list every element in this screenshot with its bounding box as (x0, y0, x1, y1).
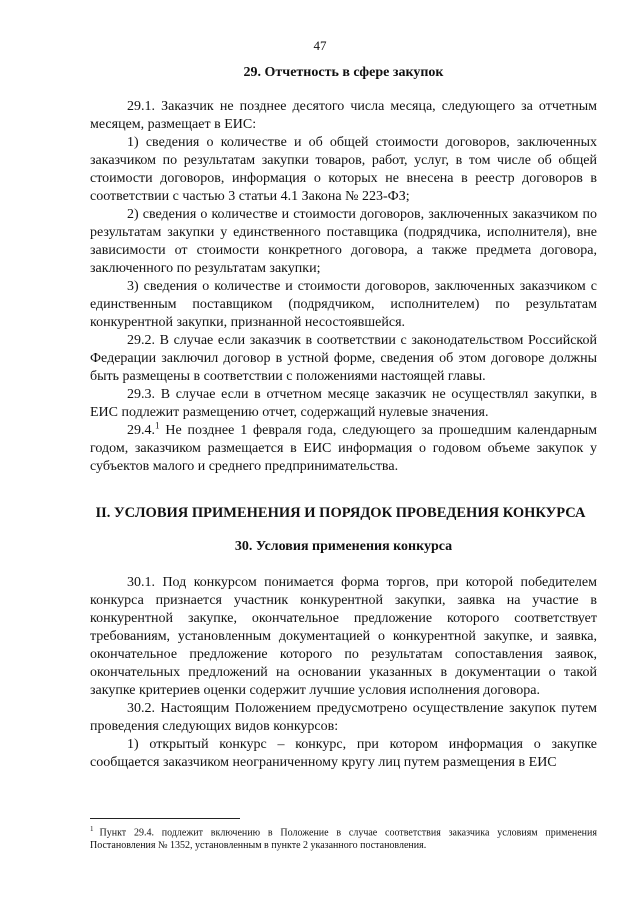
paragraph-29-3: 29.3. В случае если в отчетном месяце заказчик не осуществлял закупки, в ЕИС подлежит размещению отчет, содержащий нулевые значения. (90, 387, 597, 420)
paragraph-29-4 (90, 422, 597, 476)
paragraph-30-2: 30.2. Настоящим Положением предусмотрено осуществление закупок путем проведения следующих видов конкурсов: (90, 701, 597, 734)
paragraph-29-1-item-1: 1) сведения о количестве и об общей стоимости договоров, заключенных заказчиком по результатам закупки товаров, работ, услуг, в том числе об общей стоимости договоров, информация о которых не внесена в реестр договоров в соответствии с частью 3 статьи 4.1 Закона № 223-ФЗ; (90, 135, 597, 204)
paragraph-29-2: 29.2. В случае если заказчик в соответствии с законодательством Российской Федерации заключил договор в устной форме, сведения об этом договоре должны быть размещены в соответствии с положениями настоящей главы. (90, 333, 597, 384)
footnote (90, 823, 597, 852)
page-number: 47 (313, 38, 327, 53)
paragraph-29-4-number: 29.4. (127, 423, 155, 438)
paragraph-30-2-item-1: 1) открытый конкурс – конкурс, при котором информация о закупке сообщается заказчиком неограниченному кругу лиц путем размещения в ЕИС (90, 737, 597, 770)
paragraph-29-4-text: Не позднее 1 февраля года, следующего за прошедшим календарным годом, заказчиком размещается в ЕИС информация о годовом объеме закупок у субъектов малого и среднего предпринимательства. (90, 423, 597, 474)
footnote-reference: 1 (155, 420, 160, 431)
page-content (90, 64, 597, 772)
paragraph-29-1: 29.1. Заказчик не позднее десятого числа месяца, следующего за отчетным месяцем, размещает в ЕИС: (90, 99, 597, 132)
section-30-title: 30. Условия применения конкурса (234, 539, 453, 554)
footnote-text: Пункт 29.4. подлежит включению в Положение в случае соответствия заказчика условиям применения Постановления № 1352, установленным в пункте 2 указанного постановления. (90, 827, 597, 852)
footnote-mark: 1 (90, 825, 94, 833)
section-29-title: 29. Отчетность в сфере закупок (243, 65, 444, 80)
footnote-separator (90, 818, 240, 819)
paragraph-29-1-item-2: 2) сведения о количестве и стоимости договоров, заключенных заказчиком по результатам закупки у единственного поставщика (подрядчика, исполнителя), вне зависимости от стоимости конкретного договора, а также предмета договора, заключенного по результатам закупки; (90, 207, 597, 276)
paragraph-29-1-item-3: 3) сведения о количестве и стоимости договоров, заключенных заказчиком с единственным поставщиком (подрядчиком, исполнителем) по результатам конкурентной закупки, признанной несостоявшейся. (90, 279, 597, 330)
paragraph-30-1: 30.1. Под конкурсом понимается форма торгов, при которой победителем конкурса признается участник конкурентной закупки, заявка на участие в конкурентной закупке, окончательное предложение которого соответствует требованиям, установленным документацией о конкурентной закупке, и заявка, окончательное предложение которого по результатам сопоставления заявок, окончательных предложений на основании указанных в документации о такой закупке критериев оценки содержит лучшие условия исполнения договора. (90, 575, 597, 698)
part-2-title: II. УСЛОВИЯ ПРИМЕНЕНИЯ И ПОРЯДОК ПРОВЕДЕНИЯ КОНКУРСА (95, 505, 586, 521)
